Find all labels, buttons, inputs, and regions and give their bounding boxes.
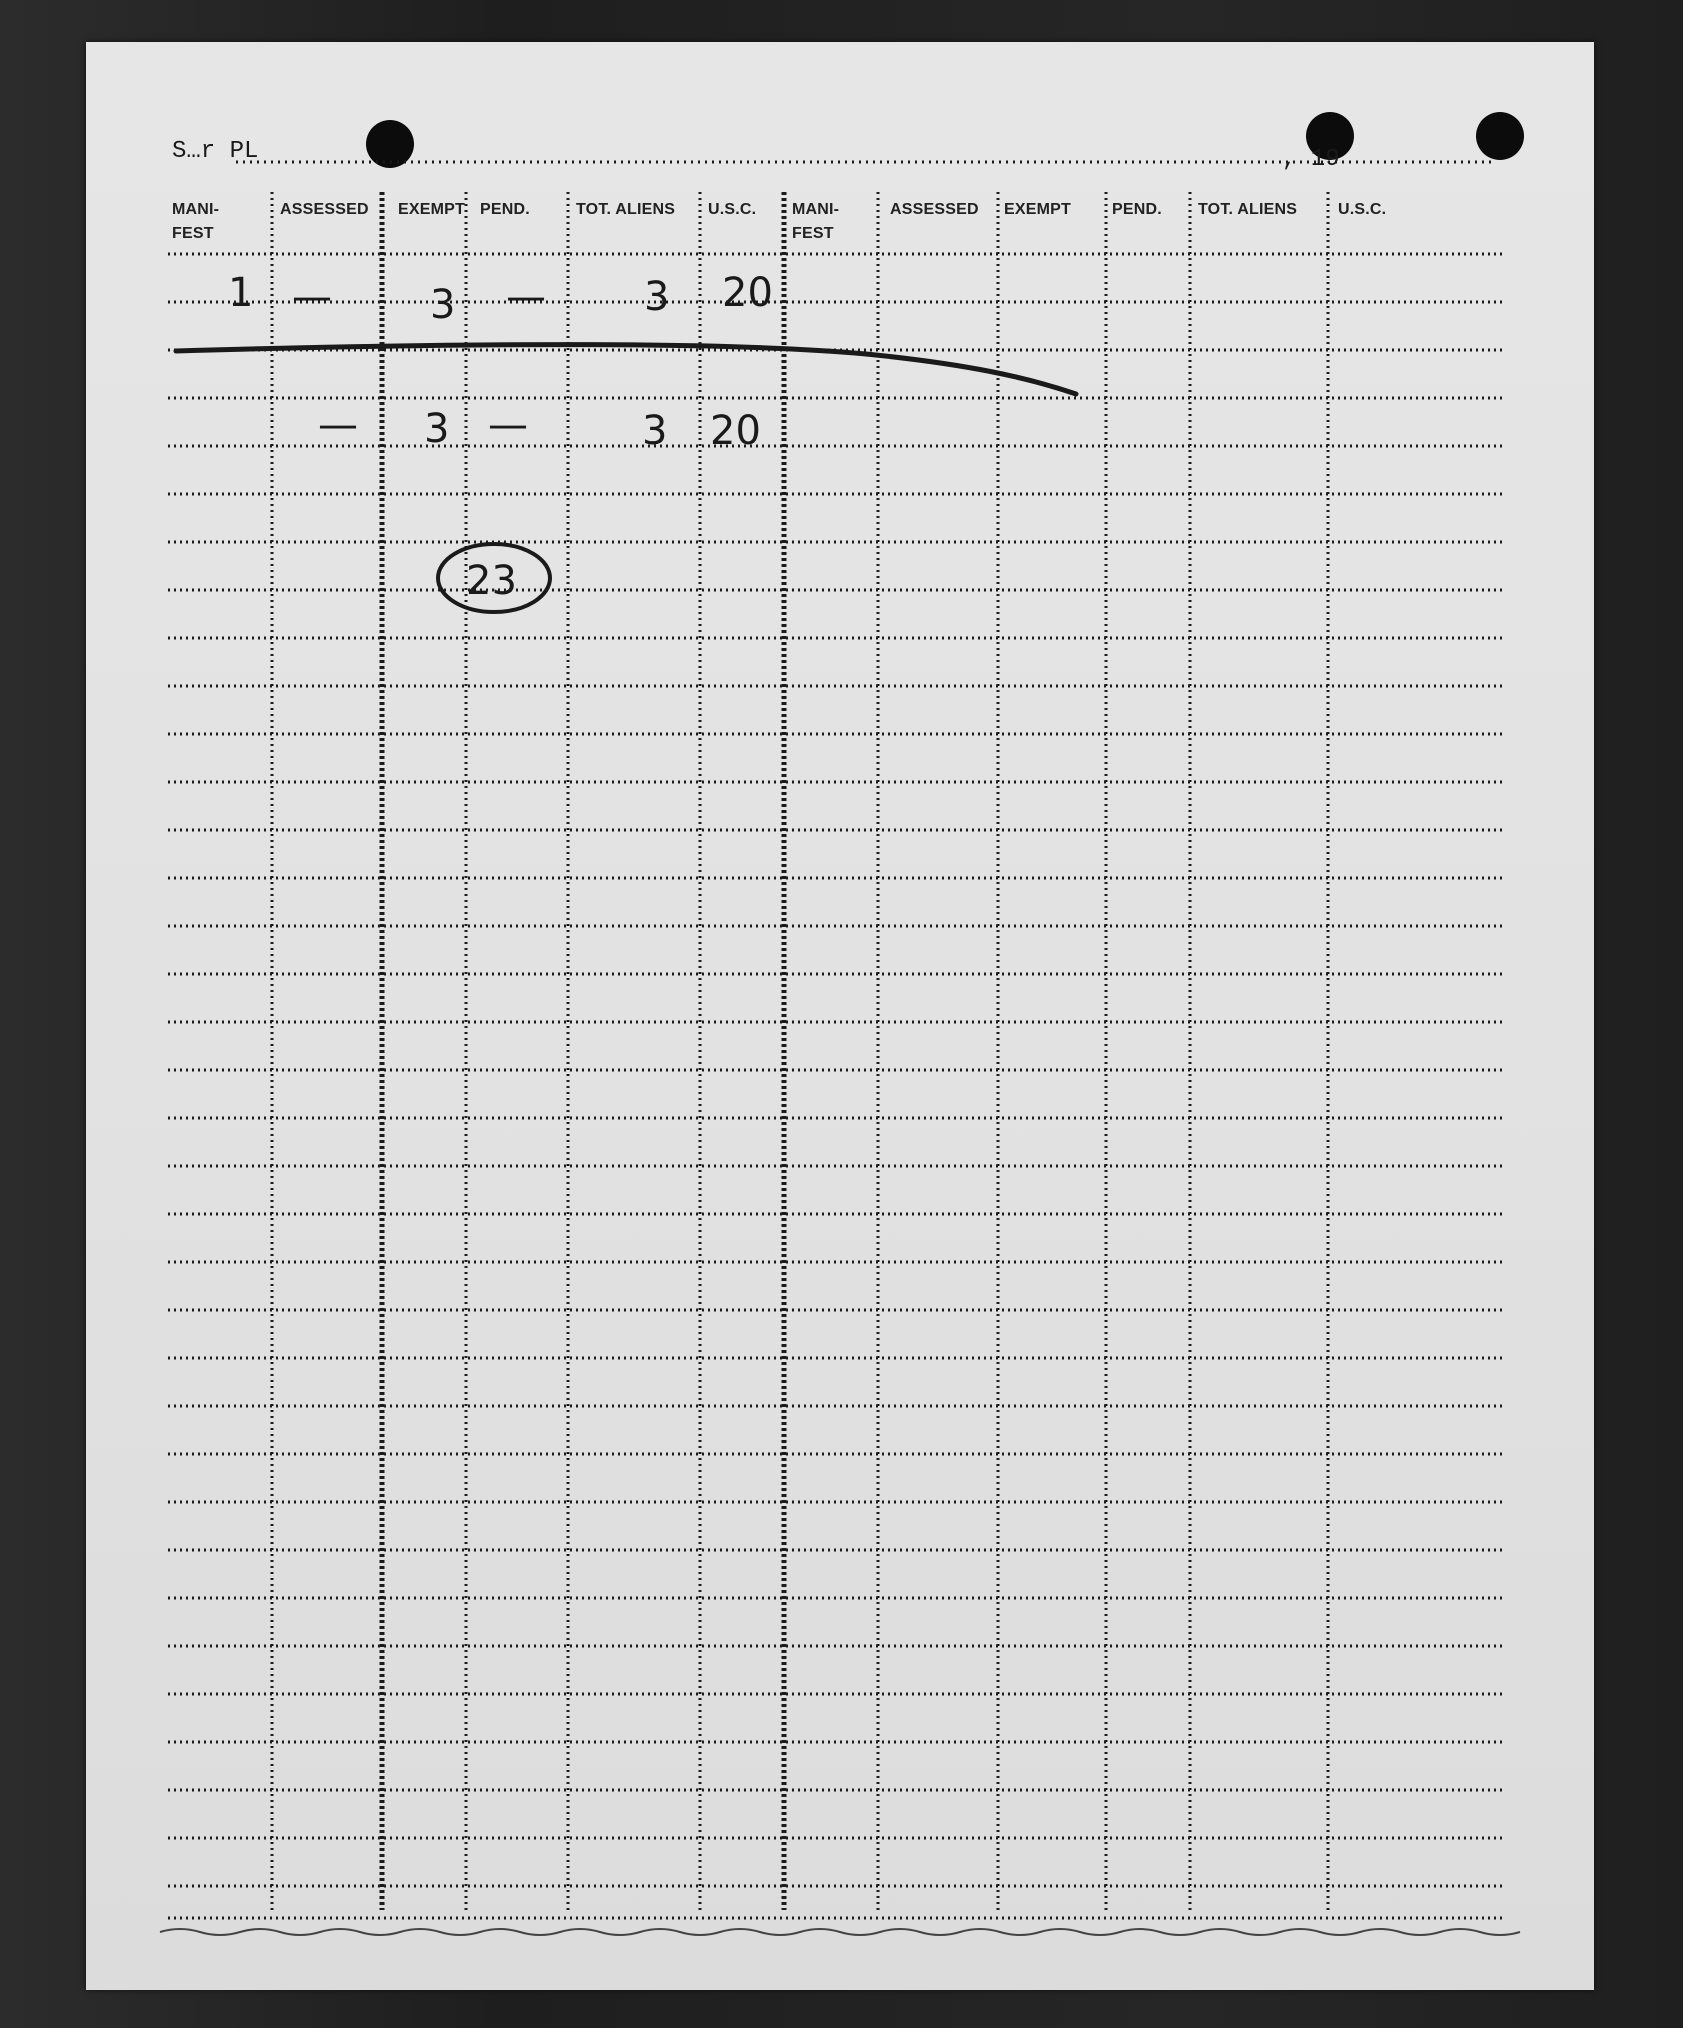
col-head-tot-aliens-right: TOT. ALIENS (1198, 201, 1298, 218)
total-usc: 20 (710, 408, 761, 454)
circled-number: 23 (466, 558, 517, 604)
dotted-grid (86, 42, 1594, 1990)
col-head-tot-aliens-left: TOT. ALIENS (576, 201, 676, 218)
row1-assessed: — (292, 274, 332, 320)
col-head-assessed-left: ASSESSED (280, 201, 369, 218)
total-tot-aliens: 3 (642, 408, 668, 454)
total-assessed: — (318, 402, 358, 448)
row1-pend: — (506, 274, 546, 320)
col-head-manifest-left: MANI- FEST (172, 201, 220, 242)
row1-tot-aliens: 3 (644, 274, 670, 320)
col-head-manifest-right: MANI- FEST (792, 201, 840, 242)
col-head-usc-right: U.S.C. (1338, 201, 1387, 218)
total-pend: — (488, 402, 528, 448)
bottom-wavy-edge (160, 1929, 1520, 1935)
col-head-assessed-right: ASSESSED (890, 201, 979, 218)
vessel-name-label: S…r PL (172, 138, 259, 165)
strike-through-line (176, 345, 1076, 394)
col-head-pend-left: PEND. (480, 201, 530, 218)
row1-usc: 20 (722, 270, 773, 316)
col-head-usc-left: U.S.C. (708, 201, 757, 218)
total-exempt: 3 (424, 406, 450, 452)
year-label: , 19 (1282, 146, 1340, 173)
col-head-pend-right: PEND. (1112, 201, 1162, 218)
row1-manifest: 1 (228, 270, 254, 316)
manifest-summary-sheet (86, 42, 1594, 1990)
col-head-exempt-left: EXEMPT (398, 201, 465, 218)
row1-exempt: 3 (430, 282, 456, 328)
col-head-exempt-right: EXEMPT (1004, 201, 1071, 218)
